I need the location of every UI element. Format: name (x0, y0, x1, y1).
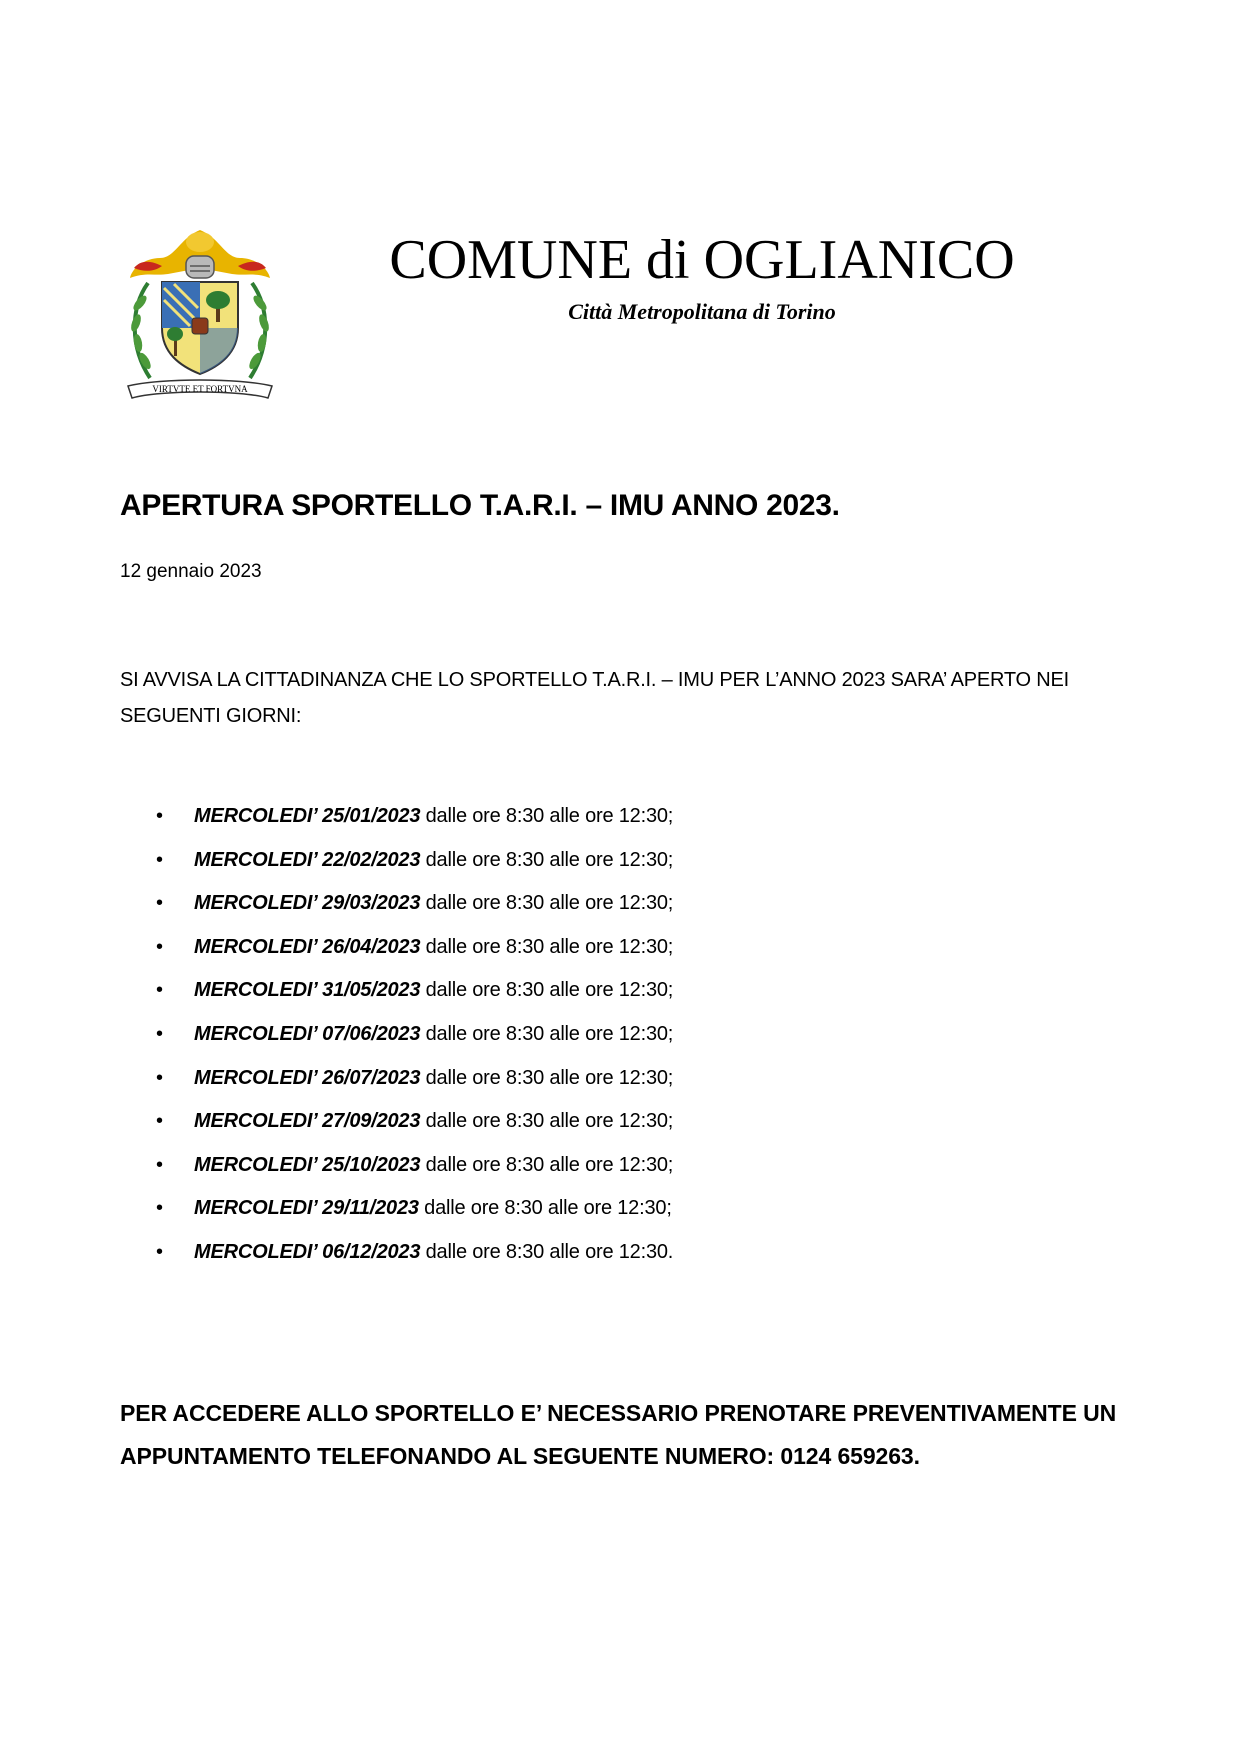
schedule-hours: dalle ore 8:30 alle ore 12:30; (420, 892, 674, 915)
bullet-marker: • (156, 1197, 164, 1220)
schedule-day: MERCOLEDI’ 07/06/2023 (194, 1022, 421, 1045)
schedule-hours: dalle ore 8:30 alle ore 12:30; (420, 979, 674, 1002)
schedule-hours: dalle ore 8:30 alle ore 12:30; (420, 1153, 674, 1176)
schedule-hours: dalle ore 8:30 alle ore 12:30; (420, 1022, 674, 1045)
document-title: APERTURA SPORTELLO T.A.R.I. – IMU ANNO 2023. (120, 489, 840, 522)
bullet-marker: • (156, 1240, 164, 1263)
schedule-hours: dalle ore 8:30 alle ore 12:30; (420, 1066, 674, 1089)
schedule-hours: dalle ore 8:30 alle ore 12:30; (420, 805, 674, 827)
crest-motto: VIRTVTE ET FORTVNA (152, 384, 248, 394)
notice-paragraph: SI AVVISA LA CITTADINANZA CHE LO SPORTELLO T.A.R.I. – IMU PER L’ANNO 2023 SARA’ APERTO NEI SEGUENTI GIORNI: (120, 669, 1070, 727)
schedule-day: MERCOLEDI’ 26/04/2023 (194, 935, 421, 958)
schedule-day: MERCOLEDI’ 31/05/2023 (194, 979, 421, 1002)
bullet-marker: • (156, 1153, 164, 1176)
bullet-marker: • (156, 1110, 164, 1133)
bullet-marker: • (156, 1022, 164, 1045)
bullet-marker: • (156, 848, 164, 871)
bullet-marker: • (156, 805, 164, 827)
schedule-hours: dalle ore 8:30 alle ore 12:30; (420, 848, 674, 871)
schedule-day: MERCOLEDI’ 26/07/2023 (194, 1066, 421, 1089)
coat-of-arms-logo (120, 228, 280, 404)
bullet-marker: • (156, 979, 164, 1002)
appointment-notice: PER ACCEDERE ALLO SPORTELLO E’ NECESSARIO PRENOTARE PREVENTIVAMENTE UN APPUNTAMENTO TELEFONANDO AL SEGUENTE NUMERO: 0124 659263. (120, 1400, 1117, 1469)
schedule-day: MERCOLEDI’ 25/10/2023 (194, 1153, 421, 1176)
schedule-hours: dalle ore 8:30 alle ore 12:30; (420, 935, 674, 958)
schedule-hours: dalle ore 8:30 alle ore 12:30; (418, 1197, 672, 1220)
bullet-marker: • (156, 892, 164, 915)
bullet-marker: • (156, 1066, 164, 1089)
bullet-marker: • (156, 935, 164, 958)
document-date: 12 gennaio 2023 (120, 561, 262, 582)
municipality-subtitle: Città Metropolitana di Torino (568, 299, 836, 324)
schedule-day: MERCOLEDI’ 25/01/2023 (194, 805, 421, 827)
schedule-hours: dalle ore 8:30 alle ore 12:30; (420, 1110, 674, 1133)
municipality-title: COMUNE di OGLIANICO (389, 229, 1015, 291)
schedule-day: MERCOLEDI’ 22/02/2023 (194, 848, 421, 871)
schedule-day: MERCOLEDI’ 29/11/2023 (194, 1197, 419, 1220)
schedule-day: MERCOLEDI’ 27/09/2023 (194, 1110, 421, 1133)
schedule-hours: dalle ore 8:30 alle ore 12:30. (420, 1240, 674, 1263)
schedule-day: MERCOLEDI’ 29/03/2023 (194, 892, 421, 915)
schedule-day: MERCOLEDI’ 06/12/2023 (194, 1240, 421, 1263)
